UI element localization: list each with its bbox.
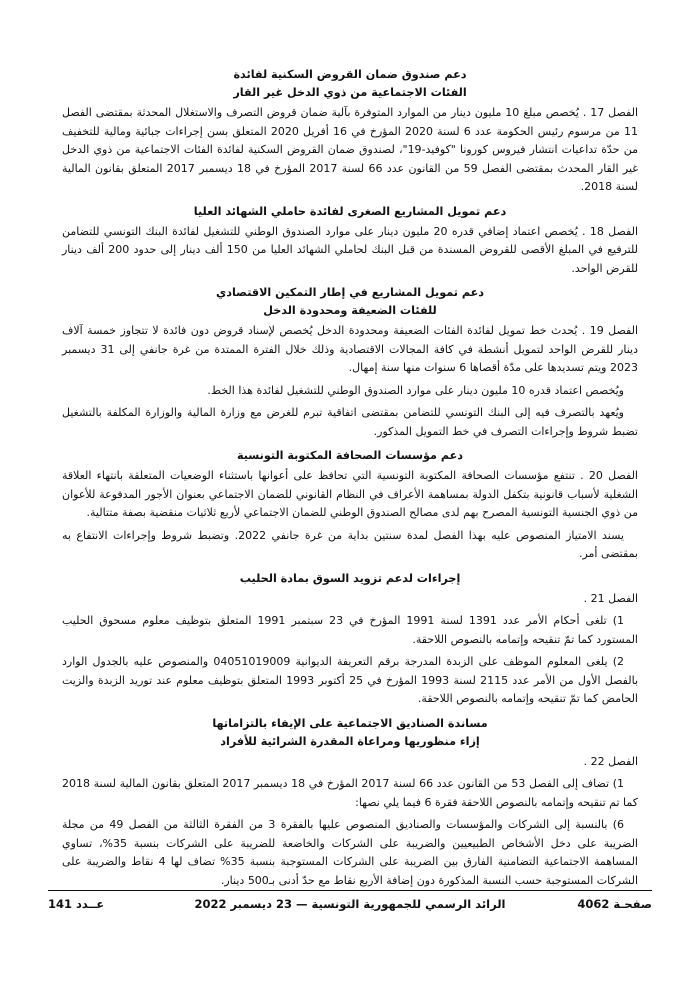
paragraph-article-21: الفصل 21 . xyxy=(583,591,638,605)
paragraph-article-19: الفصل 19 . يُحدث خط تمويل لفائدة الفئات الضعيفة ومحدودة الدخل يُخصص لإسناد قروض دون فائدة لا تتجاوز خمسة آلاف دينار للقرض الواحد لتمويل أنشطة في كافة المجالات الاقتصادية وذلك خلال الفترة الممتدة من غرة جانفي إلى 31 ديسمبر 2023 ويتم تسديدها على مدّة أقصاها 6 سنوات منها سنة إمهال. xyxy=(62,324,639,374)
paragraph-article-20: الفصل 20 . تنتفع مؤسسات الصحافة المكتوبة التونسية التي تحافظ على أعوانها باستثناء الوضعيات المتعلقة بانتهاء العلاقة الشغلية لأسباب قانونية بتكفل الدولة بمساهمة الأعراف في النظام القانوني للضمان الاجتماعي بعنوان الأجور المدفوعة للأعوان من ذوي الجنسية التونسية المصرح بهم لدى مصالح الصندوق الوطني للضمان الاجتماعي لأربع ثلاثيات منقضية بصفة متتالية. xyxy=(62,469,638,519)
paragraph-article-17: الفصل 17 . يُخصص مبلغ 10 مليون دينار من الموارد المتوفرة بآلية ضمان قروض التصرف والاستغلال المحدثة بمقتضى الفصل 11 من مرسوم رئيس الحكومة عدد 6 لسنة 2020 المؤرخ في 16 أفريل 2020 المتعلق بسن إجراءات جبائية ومالية للتخفيف من حدّة تداعيات انتشار فيروس كورونا "كوفيد-19"، لصندوق ضمان القروض السكنية لفائدة الفئات الاجتماعية من ذوي الدخل غير القار المحدث بمقتضى الفصل 59 من القانون عدد 66 لسنة 2017 المؤرخ في 18 ديسمبر 2017 المتعلق بقانون المالية لسنة 2018. xyxy=(62,106,639,193)
heading: دعم تمويل المشاريع في إطار التمكين الاقتصادي xyxy=(215,286,484,299)
heading: دعم تمويل المشاريع الصغرى لفائدة حاملي الشهائد العليا xyxy=(193,204,507,218)
paragraph: 2) يلغى المعلوم الموظف على الزبدة المدرجة برقم التعريفة الديوانية 04051019009 والمنصوص عليه بالجدول الوارد بالفصل الأول من الأمر عدد 2115 لسنة 1993 المؤرخ في 25 أكتوبر 1993 المتعلق بتوظيف معلوم عند توريد الزبدة والزيت الحامض كما تمّ تنقيحه وإتمامه بالنصوص اللاحقة. xyxy=(62,655,639,705)
heading: دعم مؤسسات الصحافة المكتوبة التونسية xyxy=(236,449,464,462)
journal-title: الرائد الرسمي للجمهورية التونسية — 23 ديسمبر 2022 xyxy=(194,897,506,911)
page-number: صفحـة 4062 xyxy=(577,897,652,911)
paragraph: 1) تلغى أحكام الأمر عدد 1391 لسنة 1991 المؤرخ في 23 سبتمبر 1991 المتعلق بتوظيف معلوم مسحوق الحليب المستورد كما تمّ تنقيحه وإتمامه بالنصوص اللاحقة. xyxy=(62,614,638,646)
heading: للفئات الضعيفة ومحدودة الدخل xyxy=(263,304,437,317)
paragraph: ويُعهد بالتصرف فيه إلى البنك التونسي للتضامن بمقتضى اتفاقية تبرم للغرض مع وزارة المالية والوزارة المكلفة بالتشغيل تضبط شروط وإجراءات التصرف في خط التمويل المذكور. xyxy=(62,406,638,438)
paragraph: 1) تضاف إلى الفصل 53 من القانون عدد 66 لسنة 2017 المؤرخ في 18 ديسمبر 2017 المتعلق بقانون المالية لسنة 2018 كما تم تنقيحه وإتمامه بالنصوص اللاحقة فقرة 6 فيما يلي نصها: xyxy=(62,777,638,809)
paragraph: ويُخصص اعتماد قدره 10 مليون دينار على موارد الصندوق الوطني للتشغيل لفائدة هذا الخط. xyxy=(207,383,624,397)
paragraph-article-18: الفصل 18 . يُخصص اعتماد إضافي قدره 20 مليون دينار على موارد الصندوق الوطني للتشغيل لفائدة البنك التونسي للتضامن للترفيع في المبلغ الأقصى للقروض المسندة من قبل البنك لحاملي الشهائد العليا من 150 ألف دينار إلى حدود 200 ألف دينار للقرض الواحد. xyxy=(62,224,639,275)
heading: دعم صندوق ضمان القروض السكنية لفائدة xyxy=(233,68,467,81)
heading: الفئات الاجتماعية من ذوي الدخل غير القار xyxy=(233,86,467,99)
document-body xyxy=(62,66,638,894)
paragraph: 6) بالنسبة إلى الشركات والمؤسسات والصناديق المنصوص عليها بالفقرة 3 من الفقرة الثالثة من الفصل 49 من مجلة الضريبة على دخل الأشخاص الطبيعيين والضريبة على الشركات والخاضعة للضريبة على الشركات بنسبة 35%، تساوي المساهمة الاجتماعية التضامنية الفارق بين الضريبة على الشركات المستوجبة بنسبة 35% تضاف لها 4 نقاط والضريبة على الشركات المستوجبة حسب النسبة المذكورة دون إضافة الأربع نقاط مع حدّ أدنى بـ500 دينار. xyxy=(62,818,638,887)
issue-number: عــدد 141 xyxy=(48,897,105,911)
heading: إجراءات لدعم تزويد السوق بمادة الحليب xyxy=(239,571,461,585)
paragraph: يسند الامتياز المنصوص عليه بهذا الفصل لمدة سنتين بداية من غرة جانفي 2022. وتضبط شروط وإجراءات الانتفاع به بمقتضى أمر. xyxy=(62,528,638,560)
paragraph-article-22: الفصل 22 . xyxy=(583,754,638,768)
heading: مساندة الصناديق الاجتماعية على الإيفاء بالتزاماتها xyxy=(212,716,488,730)
footer-divider xyxy=(48,890,652,891)
heading: إزاء منظوريها ومراعاة المقدرة الشرائية للأفراد xyxy=(220,734,480,748)
page-footer xyxy=(48,896,652,912)
